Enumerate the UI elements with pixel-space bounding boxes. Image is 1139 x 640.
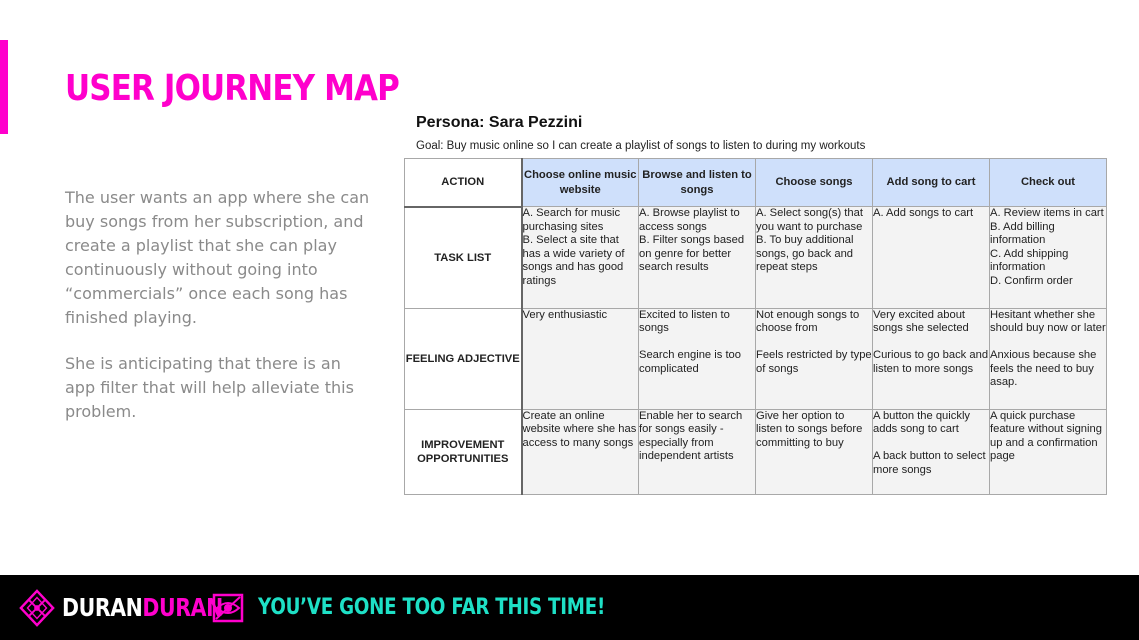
- accent-bar: [0, 40, 8, 134]
- brand-name-second: DURAN: [142, 593, 223, 622]
- action-header: ACTION: [405, 159, 522, 207]
- eye-logo-icon: [212, 593, 244, 623]
- table-cell: A. Add songs to cart: [873, 207, 990, 309]
- persona-title: Persona: Sara Pezzini: [416, 114, 583, 131]
- persona-goal: Goal: Buy music online so I can create a playlist of songs to listen to during my workouts: [416, 140, 866, 152]
- table-cell: A. Review items in cart B. Add billing information C. Add shipping information D. Confirm order: [990, 207, 1107, 309]
- description-paragraph: The user wants an app where she can buy songs from her subscription, and create a playlist that she can play continuously without going into “commercials” once each song has finished playing.: [65, 188, 370, 327]
- brand-name-first: DURAN: [62, 593, 143, 622]
- row-label: IMPROVEMENT OPPORTUNITIES: [405, 409, 522, 494]
- description: [65, 186, 370, 446]
- table-cell: Very enthusiastic: [522, 308, 639, 409]
- table-cell: Create an online website where she has access to many songs: [522, 409, 639, 494]
- table-cell: A. Browse playlist to access songs B. Filter songs based on genre for better search results: [639, 207, 756, 309]
- stage-header: Choose songs: [756, 159, 873, 207]
- table-cell: Give her option to listen to songs before committing to buy: [756, 409, 873, 494]
- row-label: FEELING ADJECTIVE: [405, 308, 522, 409]
- table-cell: A. Select song(s) that you want to purchase B. To buy additional songs, go back and repeat steps: [756, 207, 873, 309]
- stage-header-row: [405, 159, 1107, 207]
- journey-map-table: [404, 158, 1107, 495]
- stage-header: Browse and listen to songs: [639, 159, 756, 207]
- table-cell: A button the quickly adds song to cart A back button to select more songs: [873, 409, 990, 494]
- description-paragraph: She is anticipating that there is an app filter that will help alleviate this problem.: [65, 354, 354, 421]
- table-row-improvement-opportunities: [405, 409, 1107, 494]
- table-cell: Hesitant whether she should buy now or later Anxious because she feels the need to buy asap.: [990, 308, 1107, 409]
- tagline: YOU’VE GONE TOO FAR THIS TIME!: [258, 595, 606, 620]
- table-cell: Excited to listen to songs Search engine is too complicated: [639, 308, 756, 409]
- table-row-feeling-adjective: [405, 308, 1107, 409]
- brand-name: [62, 593, 223, 622]
- slide-title: USER JOURNEY MAP: [65, 68, 399, 109]
- table-row-task-list: [405, 207, 1107, 309]
- table-cell: Not enough songs to choose from Feels restricted by type of songs: [756, 308, 873, 409]
- stage-header: Choose online music website: [522, 159, 639, 207]
- stage-header: Check out: [990, 159, 1107, 207]
- table-cell: Very excited about songs she selected Curious to go back and listen to more songs: [873, 308, 990, 409]
- table-cell: A. Search for music purchasing sites B. Select a site that has a wide variety of songs and has good ratings: [522, 207, 639, 309]
- table-cell: Enable her to search for songs easily - especially from independent artists: [639, 409, 756, 494]
- table-cell: A quick purchase feature without signing up and a confirmation page: [990, 409, 1107, 494]
- hexagon-logo-icon: [18, 589, 56, 627]
- stage-header: Add song to cart: [873, 159, 990, 207]
- footer-banner: [0, 575, 1139, 640]
- row-label: TASK LIST: [405, 207, 522, 309]
